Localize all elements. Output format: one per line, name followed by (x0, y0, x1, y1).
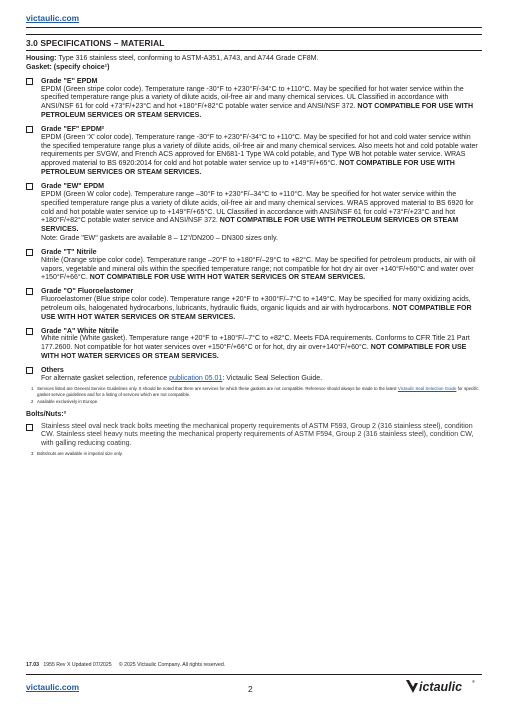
gasket-checkbox[interactable] (26, 183, 33, 190)
bolts-checkbox[interactable] (26, 424, 33, 431)
gasket-title: Grade "T" Nitrile (41, 247, 97, 256)
gasket-title: Grade "E" EPDM (41, 76, 98, 85)
gasket-option-others (26, 366, 482, 384)
others-text-after: : Victaulic Seal Selection Guide. (222, 374, 323, 382)
gasket-description (41, 296, 482, 323)
others-text: For alternate gasket selection, reference (41, 374, 170, 382)
footnote-text: Services listed are General Service Guidelines only. It should be noted that there are services for which these gaskets are not compatible. Reference should always be made to the latest (37, 385, 398, 391)
others-title: Others (41, 366, 64, 374)
gasket-checkbox[interactable] (26, 288, 33, 295)
publication-link[interactable]: publication 05.01 (169, 374, 223, 382)
copyright: © 2025 Victaulic Company. All rights reserved. (118, 662, 226, 668)
section-top-divider (26, 34, 482, 35)
gasket-warning: NOT COMPATIBLE FOR USE WITH HOT WATER SERVICES OR STEAM SERVICES. (89, 274, 366, 282)
header-divider (26, 27, 482, 28)
footnote-2 (26, 399, 482, 405)
footnote-marker: 2 (31, 398, 34, 404)
housing-label: Housing: (26, 55, 57, 62)
footnote-marker: 3 (31, 451, 34, 457)
gasket-description (41, 191, 482, 235)
logo-registered-mark: ® (472, 679, 475, 684)
section-title: 3.0 SPECIFICATIONS – MATERIAL (26, 38, 165, 48)
gasket-description (41, 86, 482, 121)
others-description (41, 375, 482, 384)
gasket-description (41, 335, 482, 362)
seal-guide-link[interactable]: Victaulic Seal Selection Guide (397, 385, 457, 391)
specifications-content (26, 55, 482, 457)
page-number: 2 (248, 684, 253, 694)
gasket-warning: NOT COMPATIBLE FOR USE WITH PETROLEUM SERVICES OR STEAM SERVICES. (41, 103, 474, 120)
logo-mark (406, 680, 418, 693)
footer-site-link[interactable]: victaulic.com (26, 682, 80, 692)
header-site-link[interactable]: victaulic.com (26, 13, 80, 23)
gasket-text: EPDM (Green W color code). Temperature range –30°F to +230°F/–34°C to +110°C. May be specified for hot water service within the specified temperature range plus a variety of dilute acids, oil-free air and many chemical services. WRAS approved material to BS 6920 for cold and hot potable water service up to +149°F/+65°C. UL Classified in accordance with ANSI/NSF 61 for cold +73°F/+23°C and hot +180°F/+82°C potable water service and ANSI/NSF 372. (41, 190, 474, 225)
doc-revision: 1955 Rev X Updated 07/2025 (43, 662, 112, 668)
gasket-title: Grade "O" Fluoroelastomer (41, 287, 134, 296)
gasket-option (26, 182, 482, 244)
gasket-warning: NOT COMPATIBLE FOR USE WITH PETROLEUM SERVICES OR STEAM SERVICES. (41, 160, 455, 177)
gasket-label: Gasket: (specify choice¹) (26, 63, 110, 71)
gasket-option (26, 327, 482, 362)
gasket-footnotes (26, 386, 482, 405)
footnote-text-after: for specific gasket service guidelines and for a listing of services which are not compatible. (37, 385, 479, 397)
gasket-options (26, 77, 482, 384)
footnote-text: Available exclusively in Europe. (37, 398, 99, 404)
bolts-description: Stainless steel oval neck track bolts meeting the mechanical property requirements of ASTM F593, Group 2 (316 stainless steel), condition CW. Stainless steel heavy nuts meeting the mechanical property requirements of ASTM F594, Group 2 (316 stainless steel), condition CW, with galling reducing coating. (41, 422, 474, 448)
gasket-description (41, 257, 482, 284)
bolts-option (26, 423, 482, 450)
gasket-title: Grade "A" White Nitrile (41, 326, 119, 335)
gasket-option (26, 77, 482, 121)
gasket-text: White nitrile (White gasket). Temperature range +20°F to +180°F/–7°C to +82°C. Meets FDA requirements. Conforms to CFR Title 21 Part 177.2600. Not compatible for hot water services over +150°F/+66°C or for hot, dry air over+140°F/+60°C. (41, 335, 470, 352)
gasket-warning: NOT COMPATIBLE FOR USE WITH PETROLEUM SERVICES OR STEAM SERVICES. (41, 217, 459, 234)
footnote-3 (26, 451, 482, 457)
gasket-warning: NOT COMPATIBLE FOR USE WITH HOT WATER SERVICES OR STEAM SERVICES. (41, 344, 467, 361)
gasket-title: Grade "EW" EPDM (41, 181, 105, 190)
gasket-option (26, 248, 482, 283)
doc-number: 17.03 (26, 662, 39, 668)
housing-spec (26, 55, 482, 64)
gasket-text: EPDM (Green 'X' color code). Temperature range -30°F to +230°F/-34°C to +110°C. May be specified for hot and cold water service within the specified temperature range plus a variety of dilute acids, oil-free air and many chemical services. Also meets hot and cold potable water requirements per SVGW, and French ACS approved for EN681-1 Type WA cold potable, and Type WB hot potable water service. WRAS approved material to BS 6920:2014 for cold and hot potable water service up to +149°F/+65°C. (41, 133, 478, 168)
gasket-option (26, 287, 482, 322)
victaulic-logo (404, 676, 478, 696)
gasket-checkbox[interactable] (26, 126, 33, 133)
footnote-marker: 1 (31, 385, 34, 391)
gasket-text: Nitrile (Orange stripe color code). Temperature range –20°F to +180°F/–29°C to +82°C. May be specified for petroleum products, air with oil vapors, vegetable and mineral oils within the specified temperature range; not compatible for hot dry air over +140°F/+60°C and water over +150°F/+66°C. (41, 256, 476, 282)
gasket-title: Grade "EF" EPDM² (41, 124, 105, 133)
gasket-note: Note: Grade "EW" gaskets are available 8 – 12"/DN200 – DN300 sizes only. (41, 235, 278, 243)
logo-wordmark: ictaulic (419, 680, 463, 694)
gasket-text: EPDM (Green stripe color code). Temperature range -30°F to +230°F/-34°C to +110°C. May be specified for hot water service within the specified temperature range plus a variety of dilute acids, oil-free air and many chemical services. UL Classified in accordance with ANSI/NSF 61 for cold +73°F/+23°C and hot +180°F/+82°C potable water service and ANSI/NSF 372. (41, 85, 464, 111)
bolts-label: Bolts/Nuts:³ (26, 410, 66, 418)
gasket-checkbox[interactable] (26, 328, 33, 335)
footer-divider (26, 674, 482, 675)
gasket-option (26, 125, 482, 178)
gasket-description (41, 134, 482, 178)
section-bottom-divider (26, 50, 482, 51)
housing-text: Type 316 stainless steel, conforming to ASTM-A351, A743, and A744 Grade CF8M. (58, 55, 319, 62)
footnote-text: Bolts/nuts are available in imperial size only. (37, 451, 123, 457)
footer-meta (26, 662, 225, 668)
gasket-text: Fluoroelastomer (Blue stripe color code). Temperature range +20°F to +300°F/–7°C to +149°C. May be specified for many oxidizing acids, petroleum oils, halogenated hydrocarbons, lubricants, hydraulic fluids, organic liquids and air with hydrocarbons. (41, 296, 471, 312)
others-checkbox[interactable] (26, 367, 33, 374)
gasket-warning: NOT COMPATIBLE FOR USE WITH HOT WATER SERVICES OR STEAM SERVICES. (41, 304, 472, 321)
gasket-checkbox[interactable] (26, 78, 33, 85)
footnote-1 (26, 386, 482, 398)
gasket-checkbox[interactable] (26, 249, 33, 256)
